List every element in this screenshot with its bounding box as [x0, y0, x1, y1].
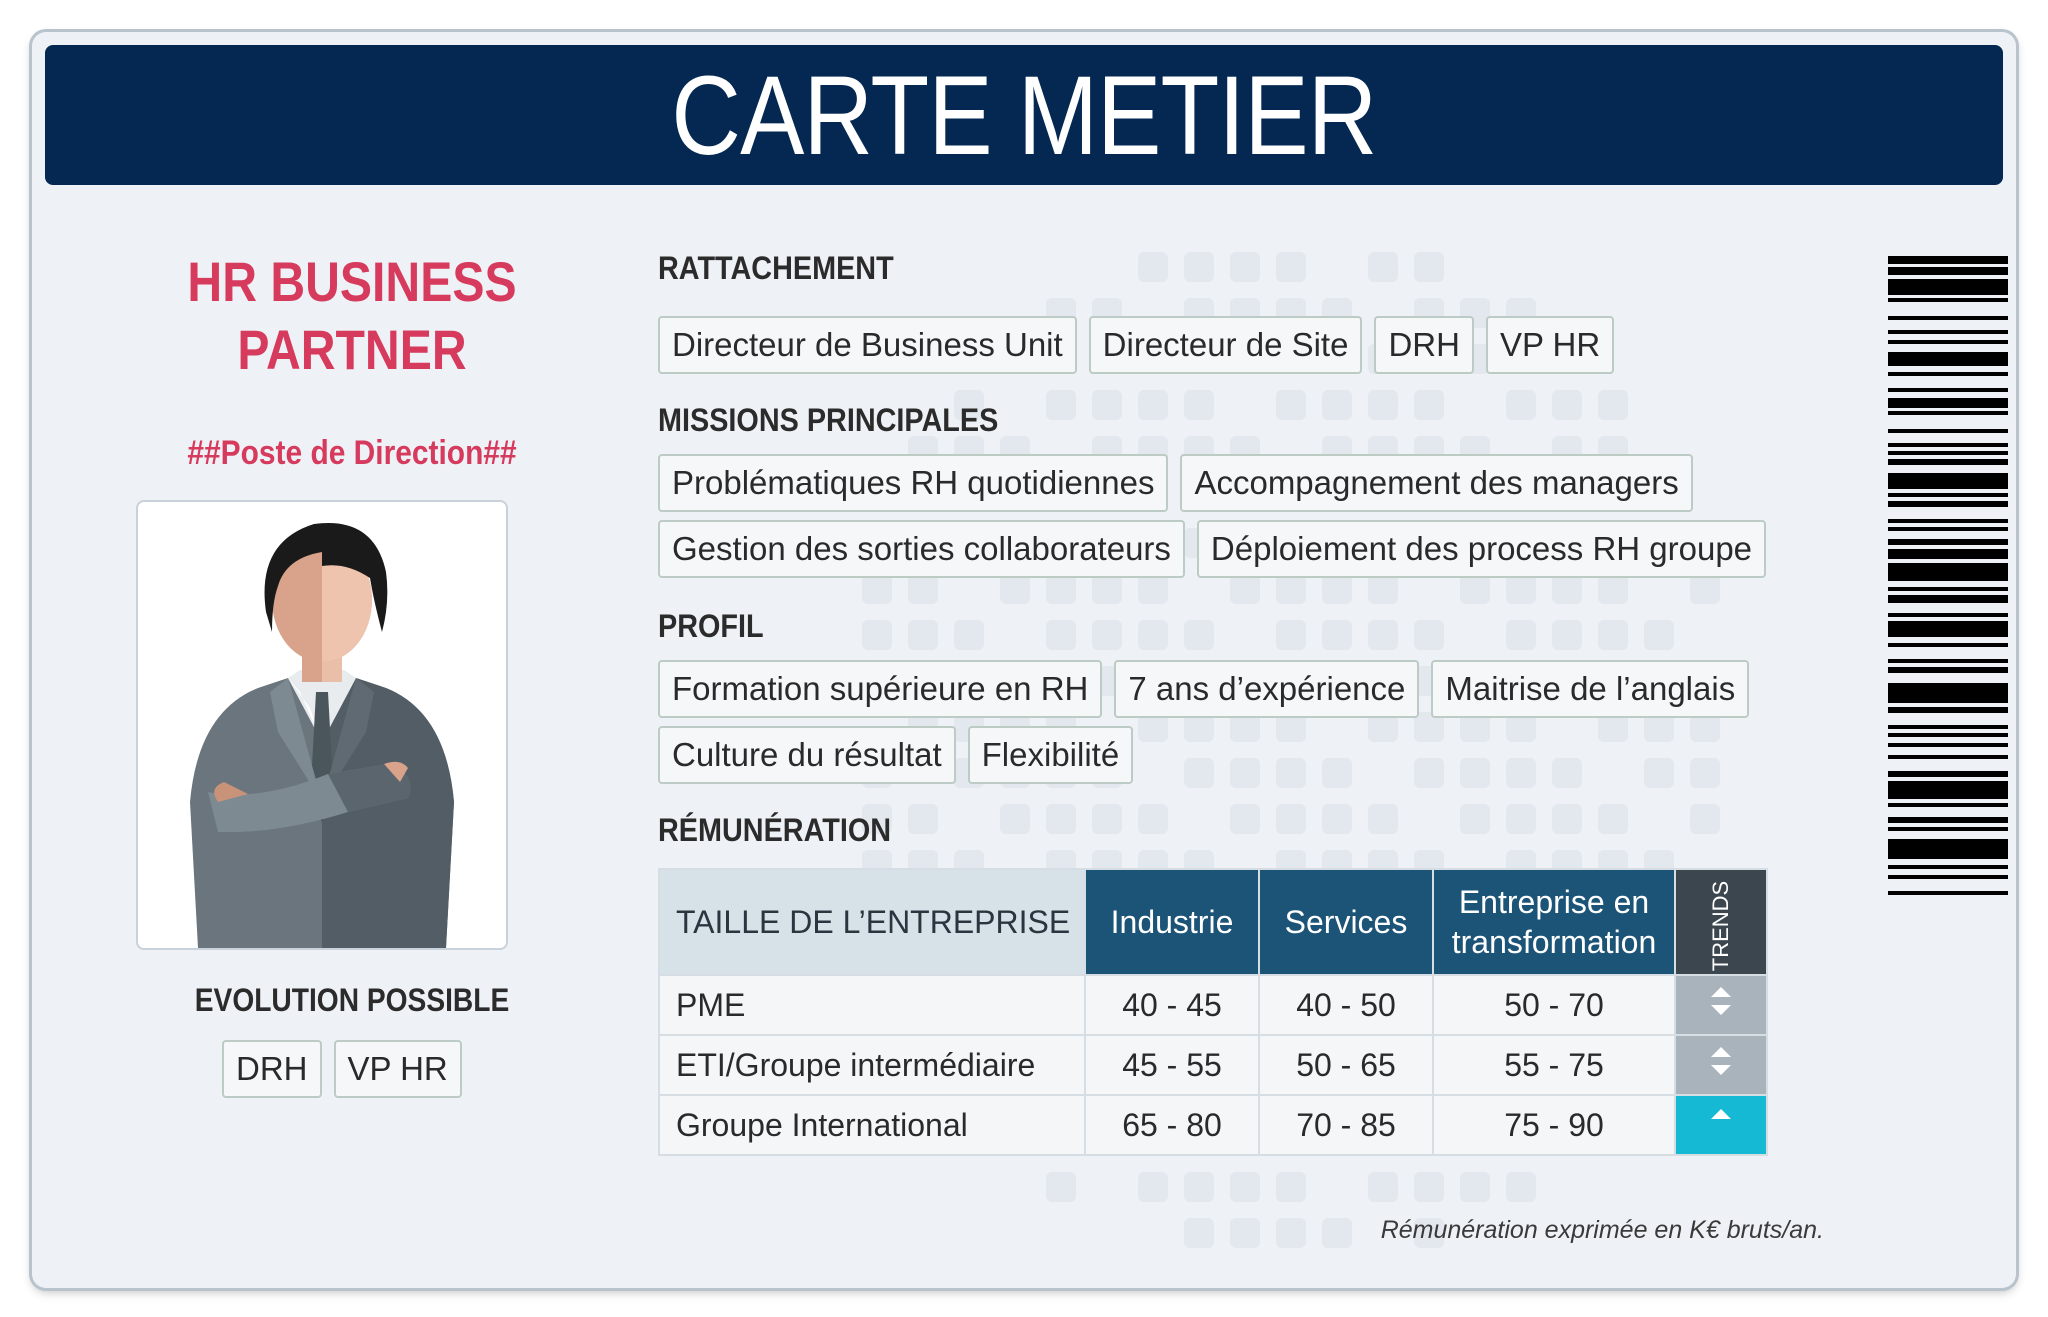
tag: Déploiement des process RH groupe [1197, 520, 1766, 578]
table-cell: 50 - 65 [1259, 1035, 1433, 1095]
profil-tags-row2 [658, 726, 1133, 784]
column-header-size: TAILLE DE L’ENTREPRISE [659, 869, 1085, 975]
missions-tags-row1 [658, 454, 1693, 512]
tag: Formation supérieure en RH [658, 660, 1102, 718]
salary-table [658, 868, 1768, 1156]
row-label: PME [659, 975, 1085, 1035]
evolution-label: EVOLUTION POSSIBLE [194, 982, 510, 1018]
tag: Directeur de Site [1089, 316, 1363, 374]
trend-cell [1675, 1095, 1767, 1155]
trend-cell [1675, 975, 1767, 1035]
tag: Maitrise de l’anglais [1431, 660, 1749, 718]
trends-label: TRENDS [1708, 880, 1734, 971]
table-cell: 40 - 50 [1259, 975, 1433, 1035]
tag: Gestion des sorties collaborateurs [658, 520, 1185, 578]
table-row [659, 1035, 1767, 1095]
tag: Culture du résultat [658, 726, 956, 784]
section-label-rattachement: RATTACHEMENT [658, 250, 894, 286]
section-label-missions: MISSIONS PRINCIPALES [658, 402, 999, 438]
tag: VP HR [1486, 316, 1614, 374]
column-header-services: Services [1259, 869, 1433, 975]
tag: Directeur de Business Unit [658, 316, 1077, 374]
evolution-tags [222, 1040, 462, 1098]
job-title [146, 248, 559, 384]
section-label-remuneration: RÉMUNÉRATION [658, 812, 892, 848]
up-down-arrows-icon [1707, 983, 1735, 1019]
column-header-transformation: Entreprise en transformation [1433, 869, 1675, 975]
table-cell: 50 - 70 [1433, 975, 1675, 1035]
section-label-profil: PROFIL [658, 608, 764, 644]
header-banner [45, 45, 2003, 185]
businessman-avatar-icon [138, 502, 506, 948]
table-cell: 65 - 80 [1085, 1095, 1259, 1155]
column-header-industrie: Industrie [1085, 869, 1259, 975]
trend-cell [1675, 1035, 1767, 1095]
rattachement-tags [658, 316, 1614, 374]
tag: 7 ans d’expérience [1114, 660, 1419, 718]
tag: Flexibilité [968, 726, 1134, 784]
table-cell: 70 - 85 [1259, 1095, 1433, 1155]
table-cell: 40 - 45 [1085, 975, 1259, 1035]
missions-tags-row2 [658, 520, 1766, 578]
table-header-row [659, 869, 1767, 975]
table-cell: 75 - 90 [1433, 1095, 1675, 1155]
remuneration-note: Rémunération exprimée en K€ bruts/an. [1380, 1216, 1824, 1244]
evolution-tag-vp-hr: VP HR [334, 1040, 462, 1098]
table-cell: 55 - 75 [1433, 1035, 1675, 1095]
table-row [659, 1095, 1767, 1155]
job-title-line2: PARTNER [237, 318, 467, 381]
table-row [659, 975, 1767, 1035]
tag: DRH [1374, 316, 1474, 374]
up-down-arrows-icon [1707, 1043, 1735, 1079]
job-card [32, 32, 2016, 1288]
tag: Problématiques RH quotidiennes [658, 454, 1168, 512]
barcode-icon [1888, 256, 2008, 1276]
evolution-tag-drh: DRH [222, 1040, 322, 1098]
profile-illustration [136, 500, 508, 950]
column-header-trends [1675, 869, 1767, 975]
table-cell: 45 - 55 [1085, 1035, 1259, 1095]
row-label: ETI/Groupe intermédiaire [659, 1035, 1085, 1095]
page-title: CARTE METIER [671, 52, 1377, 178]
profil-tags-row1 [658, 660, 1749, 718]
job-subtitle: ##Poste de Direction## [187, 434, 517, 472]
tag: Accompagnement des managers [1180, 454, 1692, 512]
caret-up-icon [1707, 1103, 1735, 1139]
job-title-line1: HR BUSINESS [187, 250, 517, 313]
row-label: Groupe International [659, 1095, 1085, 1155]
